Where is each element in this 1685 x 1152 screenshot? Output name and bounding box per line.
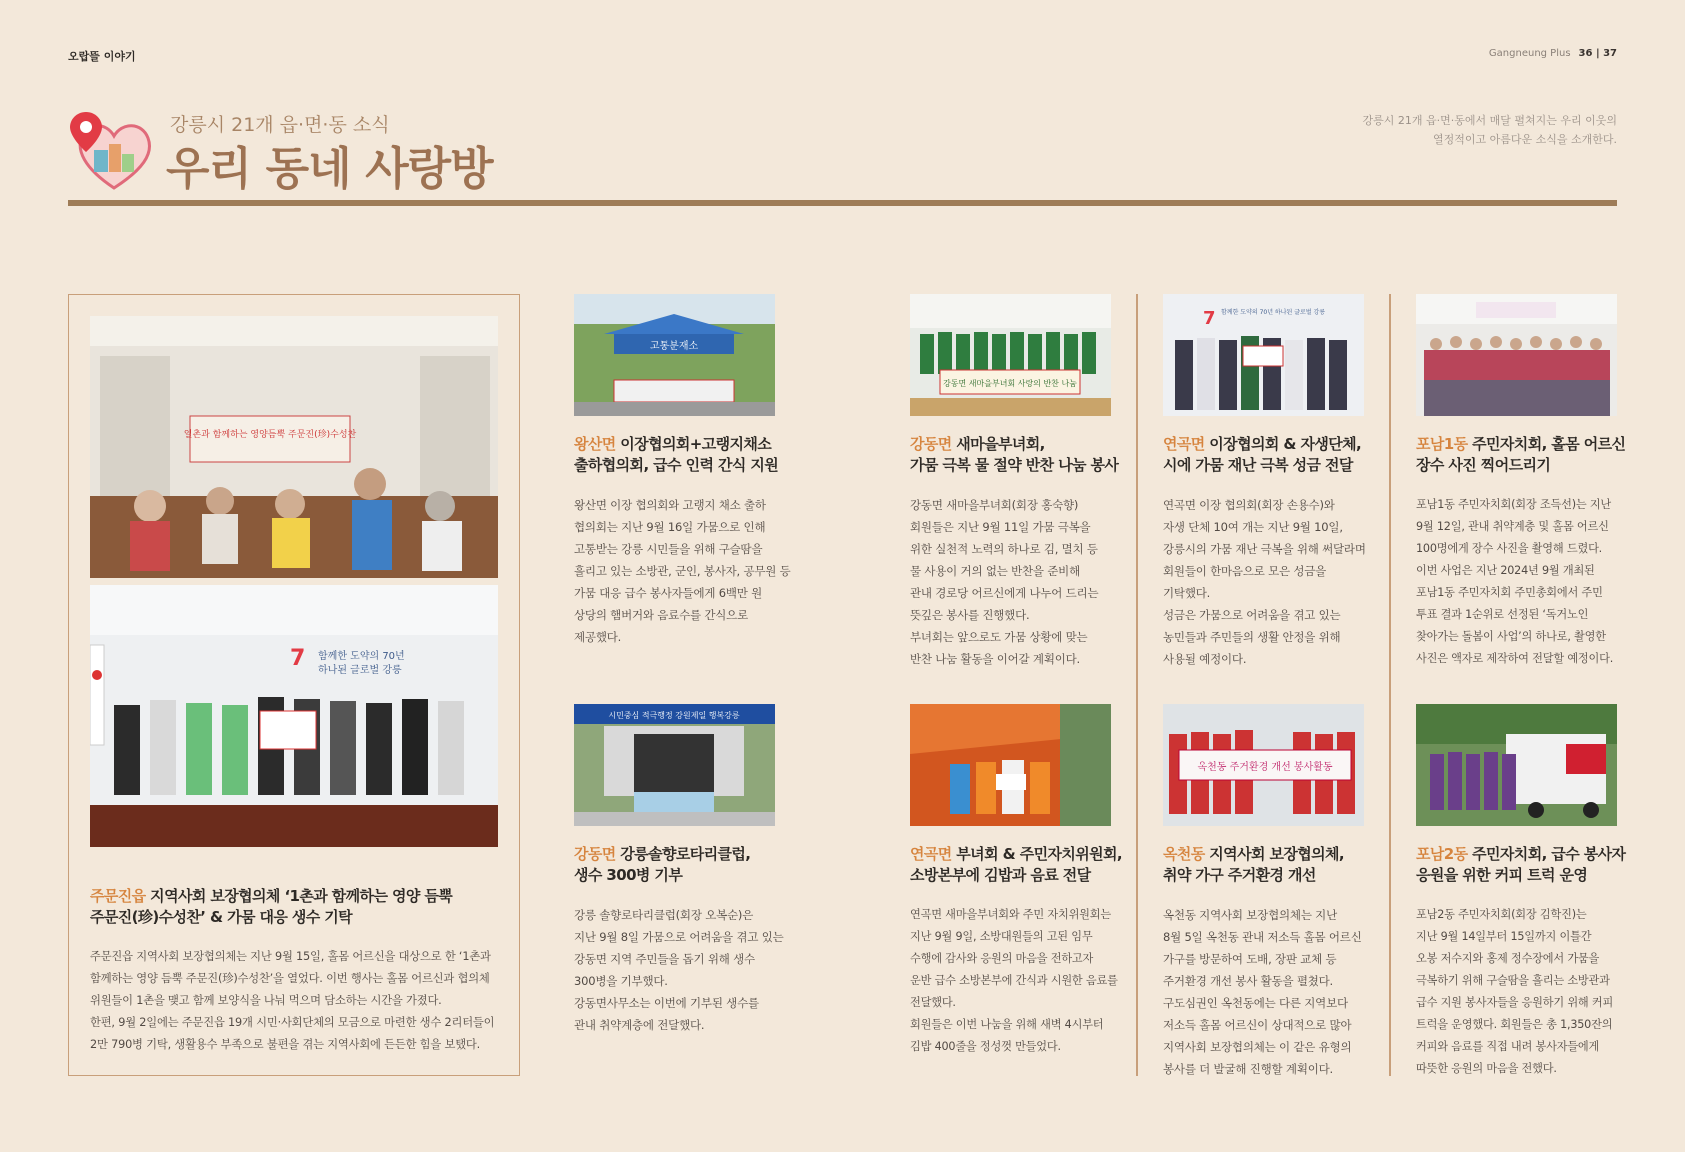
article-title-rest: 새마을부녀회, (951, 435, 1045, 453)
section-label: 오랍뜰 이야기 (68, 50, 136, 63)
article-photo (910, 704, 1111, 826)
article-title (574, 434, 804, 476)
feature-title-line2: 주문진(珍)수성찬’ & 가뭄 대응 생수 기탁 (90, 908, 353, 926)
article-photo (574, 294, 775, 416)
article-title-rest: 강릉솔향로타리클럽, (615, 845, 751, 863)
feature-title-rest: 지역사회 보장협의체 ‘1촌과 함께하는 영양 듬뿍 (145, 887, 453, 905)
article-photo (1163, 704, 1364, 826)
article-photo-text: 고통분재소 (649, 341, 699, 352)
svg-text:7: 7 (1203, 308, 1216, 329)
header-rule (68, 200, 1617, 206)
article-body: 왕산면 이장 협의회와 고랭지 채소 출하 협의회는 지난 9월 16일 가뭄으로 인해 고통받는 강릉 시민들을 위해 구슬땀을 흘리고 있는 소방관, 군인, 봉사자, 공무원 등 가뭄 대응 급수 봉사자들에게 6백만 원 상당의 햄버거와 음료수를 간식으로 제공했다. (574, 498, 791, 644)
article-photo (1163, 294, 1364, 416)
article-title (574, 844, 804, 886)
masthead-subtitle: 강릉시 21개 읍·면·동 소식 (170, 114, 390, 136)
feature-photo2-banner2: 하나된 글로벌 강릉 (318, 665, 402, 676)
article-location: 연곡면 (910, 845, 952, 863)
column-divider (1136, 294, 1138, 1076)
article-body: 연곡면 새마을부녀회와 주민 자치위원회는 지난 9월 9일, 소방대원들의 고된 임무 수행에 감사와 응원의 마음을 전하고자 운반 급수 소방본부에 간식과 시원한 음료를 전달했다. 회원들은 이번 나눔을 위해 새벽 4시부터 김밥 400줄을 정성껏 만들었다. (910, 908, 1118, 1053)
feature-photo-banner: 일촌과 함께하는 영양듬뿍 주문진(珍)수성찬 (183, 430, 357, 440)
article-title-line2: 소방본부에 김밥과 음료 전달 (910, 866, 1091, 884)
intro-line-2: 열정적이고 아름다운 소식을 소개한다. (1432, 133, 1617, 146)
feature-body: 주문진읍 지역사회 보장협의체는 지난 9월 15일, 홀몸 어르신을 대상으로 한 ‘1촌과 함께하는 영양 듬뿍 주문진(珍)수성찬’을 열었다. 이번 행사는 홀몸 어르신과 협의체 위원들이 1촌을 맺고 함께 보양식을 나눠 먹으며 담소하는 시간을 가졌다. 한편, 9월 2일에는 주문진읍 19개 시민·사회단체의 모금으로 마련한 생수 2리터들이 2만 790병 기탁, 생활용수 부족으로 불편을 겪는 지역사회에 든든한 힘을 보탰다. (90, 950, 495, 1051)
article-location: 강동면 (574, 845, 616, 863)
article-title (1416, 434, 1641, 476)
feature-photo2-banner1: 함께한 도약의 70년 (318, 651, 405, 662)
article-title-line2: 출하협의회, 급수 인력 간식 지원 (574, 456, 779, 474)
article-body: 포남1동 주민자치회(회장 조득선)는 지난 9월 12일, 관내 취약계층 및 홀몸 어르신 100명에게 장수 사진을 촬영해 드렸다. 이번 사업은 지난 2024년 9월 개최된 포남1동 주민자치회 주민총회에서 주민 투표 결과 1순위로 선정된 ‘독거노인 찾아가는 돌봄이 사업’의 하나로, 촬영한 사진은 액자로 제작하여 전달할 예정이다. (1416, 498, 1614, 665)
article-photo (1416, 294, 1617, 416)
magazine-page-info (1489, 48, 1617, 59)
article-photo-text: 강동면 새마을부녀회 사랑의 반찬 나눔 (943, 379, 1077, 388)
article-title (1163, 434, 1388, 476)
article-photo-text: 함께한 도약의 70년 하나된 글로벌 강릉 (1221, 309, 1326, 316)
article-location: 왕산면 (574, 435, 616, 453)
article-title-line2: 취약 가구 주거환경 개선 (1163, 866, 1316, 884)
article-title (1163, 844, 1388, 886)
article-title-line2: 시에 가뭄 재난 극복 성금 전달 (1163, 456, 1353, 474)
feature-photo-donation (90, 585, 498, 847)
feature-location: 주문진읍 (90, 887, 146, 905)
article-title-line2: 장수 사진 찍어드리기 (1416, 456, 1551, 474)
article-location: 강동면 (910, 435, 952, 453)
article-title-rest: 주민자치회, 홀몸 어르신 (1467, 435, 1626, 453)
article-location: 옥천동 (1163, 845, 1205, 863)
article-body: 강동면 새마을부녀회(회장 홍숙향) 회원들은 지난 9월 11일 가뭄 극복을 위한 실천적 노력의 하나로 김, 멸치 등 물 사용이 거의 없는 반찬을 준비해 관내 경로당 어르신에게 나누어 드리는 뜻깊은 봉사를 진행했다. 부녀회는 앞으로도 가뭄 상황에 맞는 반찬 나눔 활동을 이어갈 계획이다. (910, 498, 1099, 666)
article-title-rest: 지역사회 보장협의체, (1204, 845, 1345, 863)
article-photo-text: 옥천동 주거환경 개선 봉사활동 (1197, 762, 1333, 773)
article-body: 옥천동 지역사회 보장협의체는 지난 8월 5일 옥천동 관내 저소득 홀몸 어르신 가구를 방문하여 도배, 장판 교체 등 주거환경 개선 봉사 활동을 펼쳤다. 구도심권인 옥천동에는 다른 지역보다 저소득 홀몸 어르신이 상대적으로 많아 지역사회 보장협의체는 이 같은 유형의 봉사를 더 발굴해 진행할 계획이다. (1163, 908, 1362, 1076)
feature-photo-meal (90, 316, 498, 578)
page-title: 우리 동네 사랑방 (166, 142, 493, 195)
feature-title (90, 886, 510, 928)
article-body: 포남2동 주민자치회(회장 김학진)는 지난 9월 14일부터 15일까지 이틀간 오봉 저수지와 홍제 정수장에서 가뭄을 극복하기 위해 구슬땀을 흘리는 소방관과 급수 지원 봉사자들을 응원하기 위해 커피 트럭을 운영했다. 회원들은 총 1,350잔의 커피와 음료를 직접 내려 봉사자들에게 따뜻한 응원의 마음을 전했다. (1416, 908, 1614, 1075)
page-numbers: 36 | 37 (1578, 48, 1617, 59)
article-title-rest: 이장협의회 & 자생단체, (1204, 435, 1362, 453)
heart-location-logo-icon (64, 110, 154, 192)
article-photo (574, 704, 775, 826)
article-title-line2: 가뭄 극복 물 절약 반찬 나눔 봉사 (910, 456, 1119, 474)
magazine-name: Gangneung Plus (1488, 48, 1571, 59)
article-body: 연곡면 이장 협의회(회장 손용수)와 자생 단체 10여 개는 지난 9월 10일, 강릉시의 가뭄 재난 극복을 위해 써달라며 회원들이 한마음으로 모은 성금을 기탁했다. 성금은 가뭄으로 어려움을 겪고 있는 농민들과 주민들의 생활 안정을 위해 사용될 예정이다. (1163, 498, 1366, 666)
article-location: 포남1동 (1416, 435, 1468, 453)
article-location: 포남2동 (1416, 845, 1468, 863)
article-title-rest: 부녀회 & 주민자치위원회, (951, 845, 1123, 863)
article-photo-text: 시민중심 적극행정 강원제일 행복강릉 (608, 711, 740, 720)
article-title-rest: 주민자치회, 급수 봉사자 (1467, 845, 1626, 863)
article-title (910, 844, 1140, 886)
article-title (1416, 844, 1641, 886)
article-photo (1416, 704, 1617, 826)
article-title (910, 434, 1140, 476)
article-title-line2: 응원을 위한 커피 트럭 운영 (1416, 866, 1588, 884)
article-location: 연곡면 (1163, 435, 1205, 453)
column-divider (1389, 294, 1391, 1076)
svg-text:7: 7 (290, 646, 306, 671)
article-title-line2: 생수 300병 기부 (574, 866, 683, 884)
article-title-rest: 이장협의회+고랭지채소 (615, 435, 772, 453)
masthead-intro (1317, 111, 1617, 149)
article-body: 강릉 솔향로타리클럽(회장 오복순)은 지난 9월 8일 가뭄으로 어려움을 겪고 있는 강동면 지역 주민들을 돕기 위해 생수 300병을 기부했다. 강동면사무소는 이번에 기부된 생수를 관내 취약계층에 전달했다. (574, 908, 784, 1032)
article-photo (910, 294, 1111, 416)
intro-line-1: 강릉시 21개 읍·면·동에서 매달 펼쳐지는 우리 이웃의 (1362, 114, 1617, 127)
